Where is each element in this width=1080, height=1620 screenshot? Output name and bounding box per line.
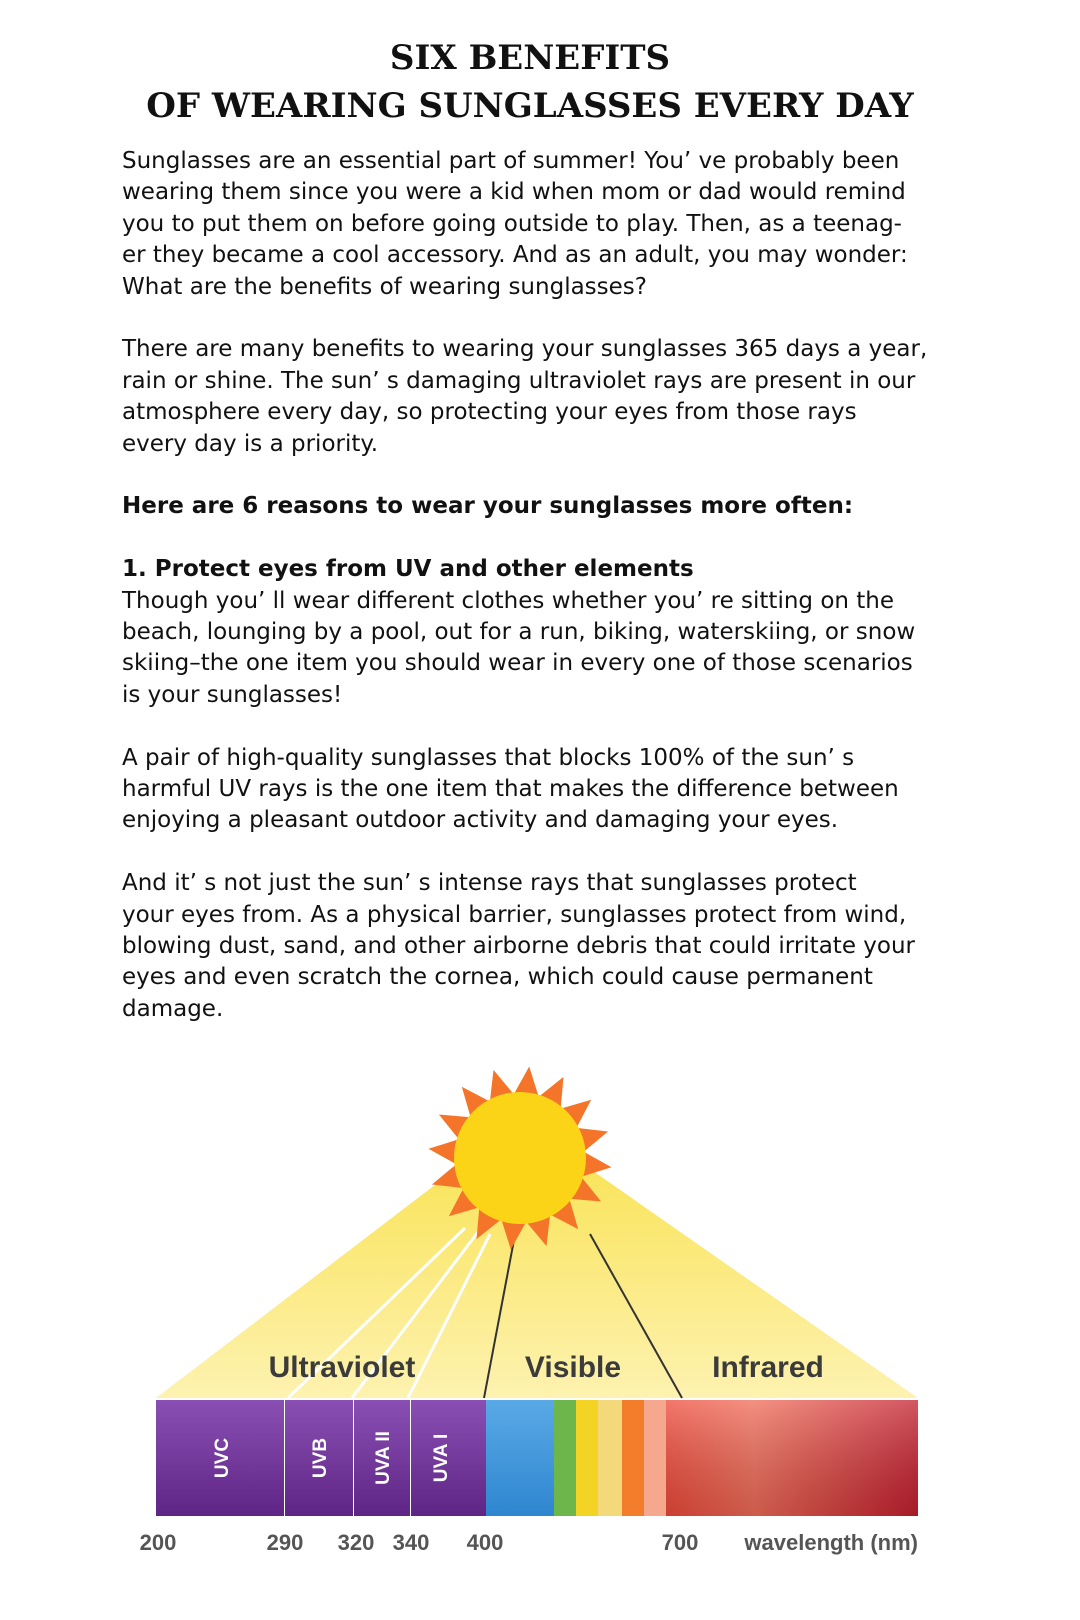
band-yellow — [576, 1400, 598, 1516]
band-infrared-shade — [666, 1400, 918, 1516]
uva1-label: UVA I — [431, 1433, 452, 1483]
tick-320: 320 — [337, 1530, 375, 1555]
infrared-label: Infrared — [712, 1351, 824, 1384]
page-title-line-2: OF WEARING SUNGLASSES EVERY DAY — [146, 86, 914, 126]
band-orange — [622, 1400, 644, 1516]
page-title-line-1: SIX BENEFITS — [389, 38, 671, 78]
section-1-heading: 1. Protect eyes from UV and other elements — [122, 556, 694, 583]
section-1-text: Though you’ ll wear different clothes whether you’ re sitting on the beach, lounging by a pool, out for a run, biking, waterskiing, or snow skiing–the one item you should wear in every one of those scenarios is your sunglasses! — [122, 587, 916, 708]
tick-200: 200 — [139, 1530, 177, 1555]
article-body — [122, 146, 982, 1057]
band-green — [554, 1400, 576, 1516]
band-pale-yellow — [598, 1400, 622, 1516]
reasons-intro: Here are 6 reasons to wear your sunglasses more often: — [122, 493, 854, 520]
tick-340: 340 — [392, 1530, 430, 1555]
wavelength-axis-label: wavelength (nm) — [744, 1530, 918, 1555]
tick-400: 400 — [466, 1530, 504, 1555]
paragraph-physical-barrier: And it’ s not just the sun’ s intense rays that sunglasses protect your eyes from. As a physical barrier, sunglasses protect from wind, blowing dust, sand, and other airborne debris that could irritate your eyes and even scratch the cornea, which could cause permanent damage. — [122, 870, 915, 1022]
visible-label: Visible — [524, 1351, 622, 1384]
paragraph-benefits: There are many benefits to wearing your sunglasses 365 days a year, rain or shine. The sun’ s damaging ultraviolet rays are present in our atmosphere every day, so protecting your eyes from those rays every day is a priority. — [122, 336, 928, 457]
uva2-label: UVA II — [373, 1431, 394, 1485]
band-blue — [486, 1400, 554, 1516]
uvc-label: UVC — [212, 1437, 233, 1479]
spectrum-bar — [156, 1400, 918, 1516]
ultraviolet-label: Ultraviolet — [268, 1351, 416, 1384]
section-1 — [122, 554, 982, 711]
tick-290: 290 — [266, 1530, 304, 1555]
paragraph-intro: Sunglasses are an essential part of summer! You’ ve probably been wearing them since you were a kid when mom or dad would remind you to put them on before going outside to play. Then, as a teenag- er they became a cool accessory. And as an adult, you may wonder: What are the benefits of wearing sunglasses? — [122, 148, 908, 300]
band-light-red — [644, 1400, 666, 1516]
light-spectrum-diagram — [0, 1060, 1080, 1620]
tick-700: 700 — [661, 1530, 699, 1555]
uvb-label: UVB — [310, 1437, 331, 1479]
paragraph-uv-block: A pair of high-quality sunglasses that blocks 100% of the sun’ s harmful UV rays is the one item that makes the difference between enjoying a pleasant outdoor activity and damaging your eyes. — [122, 744, 899, 834]
